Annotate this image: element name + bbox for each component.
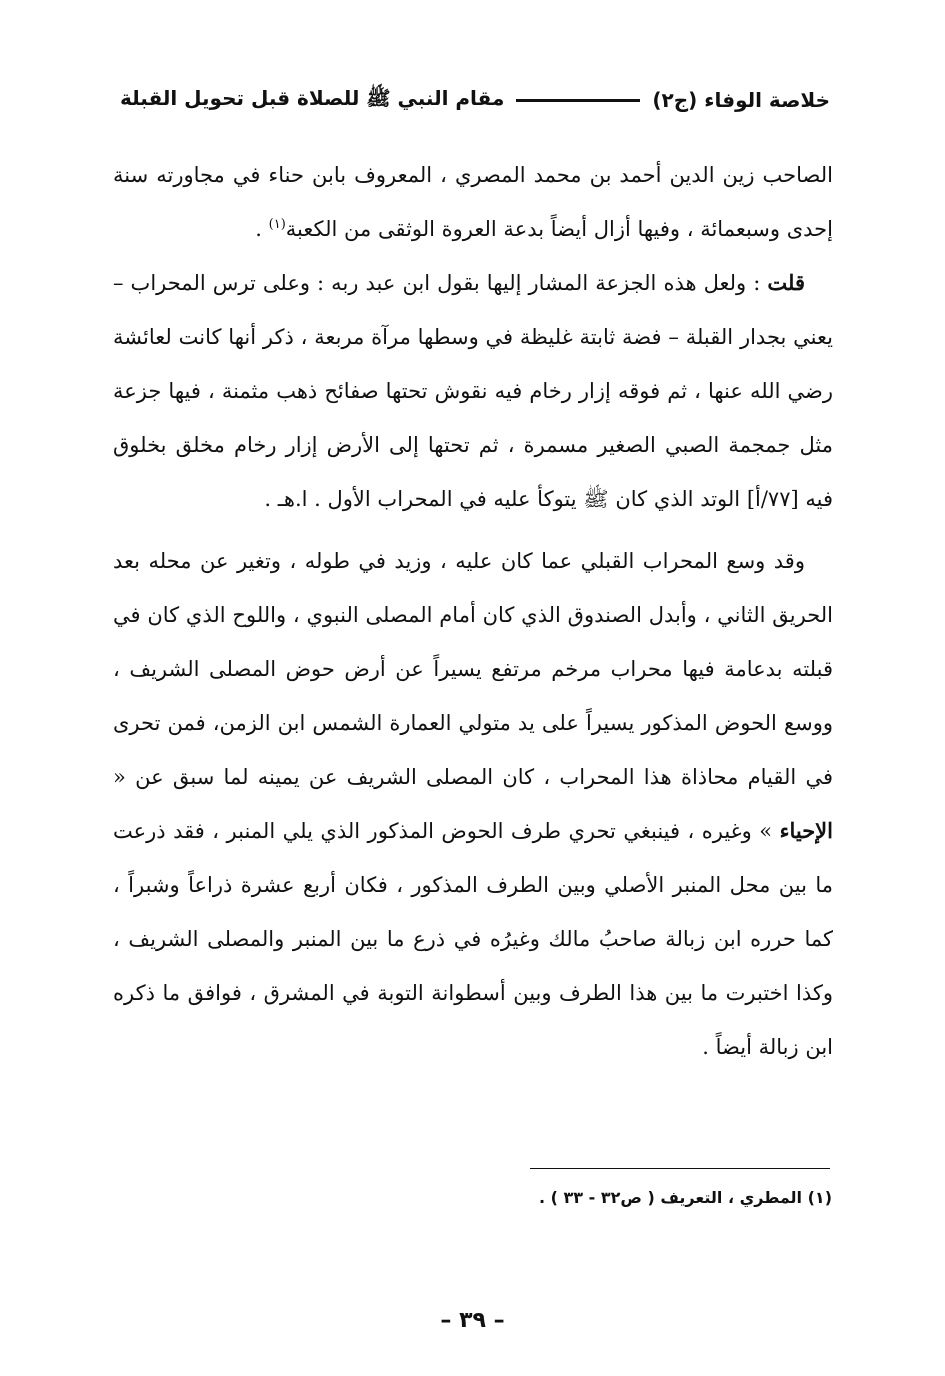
paragraph-1-text: الصاحب زين الدين أحمد بن محمد المصري ، المعروف بابن حناء في مجاورته سنة إحدى وسبعمائة ، وفيها أزال أيضاً بدعة العروة الوثقى من الكعبة [113,163,833,241]
footnote-separator [530,1168,830,1169]
footnote-reference: (١) [268,217,286,232]
header-rule [516,99,640,102]
paragraph-3-text-continued: » وغيره ، فينبغي تحري طرف الحوض المذكور الذي يلي المنبر ، فقد ذرعت ما بين محل المنبر الأصلي وبين الطرف المذكور ، فكان أربع عشرة ذراعاً وشبراً ، كما حرره ابن زبالة صاحبُ مالك وغيرُه في ذرع ما بين المنبر والمصلى الشريف ، وكذا اختبرت ما بين هذا الطرف وبين أسطوانة التوبة في المشرق ، فوافق ما ذكره ابن زبالة أيضاً . [113,819,833,1059]
main-text [113,148,833,1074]
header-section-title: مقام النبي ﷺ للصلاة قبل تحويل القبلة [120,85,505,110]
paragraph-3 [113,534,833,1074]
paragraph-3-bold-title: الإحياء [779,818,833,843]
footnote: (١) المطري ، التعريف ( ص٣٢ - ٣٣ ) . [538,1188,832,1207]
paragraph-1-tail: . [255,217,269,241]
running-header [120,80,830,120]
header-book-title: خلاصة الوفاء (ج٢) [652,88,830,112]
paragraph-3-text: وقد وسع المحراب القبلي عما كان عليه ، وزيد في طوله ، وتغير عن محله بعد الحريق الثاني ، وأبدل الصندوق الذي كان أمام المصلى النبوي ، واللوح الذي كان في قبلته بدعامة فيها محراب مرخم مرتفع يسيراً عن أرض حوض المصلى الشريف ، ووسع الحوض المذكور يسيراً على يد متولي العمارة الشمس ابن الزمن، فمن تحرى في القيام محاذاة هذا المحراب ، كان المصلى الشريف عن يمينه لما سبق عن « [113,549,833,789]
paragraph-2-lead: قلت [767,270,805,295]
paragraph-2 [113,256,833,526]
paragraph-1 [113,148,833,256]
paragraph-2-text: : ولعل هذه الجزعة المشار إليها بقول ابن عبد ربه : وعلى ترس المحراب – يعني بجدار القبلة – فضة ثابتة غليظة في وسطها مرآة مربعة ، ذكر أنها كانت لعائشة رضي الله عنها ، ثم فوقه إزار رخام فيه نقوش تحتها صفائح ذهب مثمنة ، فيها جزعة مثل جمجمة الصبي الصغير مسمرة ، ثم تحتها إلى الأرض إزار رخام مخلق بخلوق فيه [٧٧/أ] الوتد الذي كان ﷺ يتوكأ عليه في المحراب الأول . ا.هـ . [113,271,833,511]
page-number: – ٣٩ – [440,1308,505,1333]
